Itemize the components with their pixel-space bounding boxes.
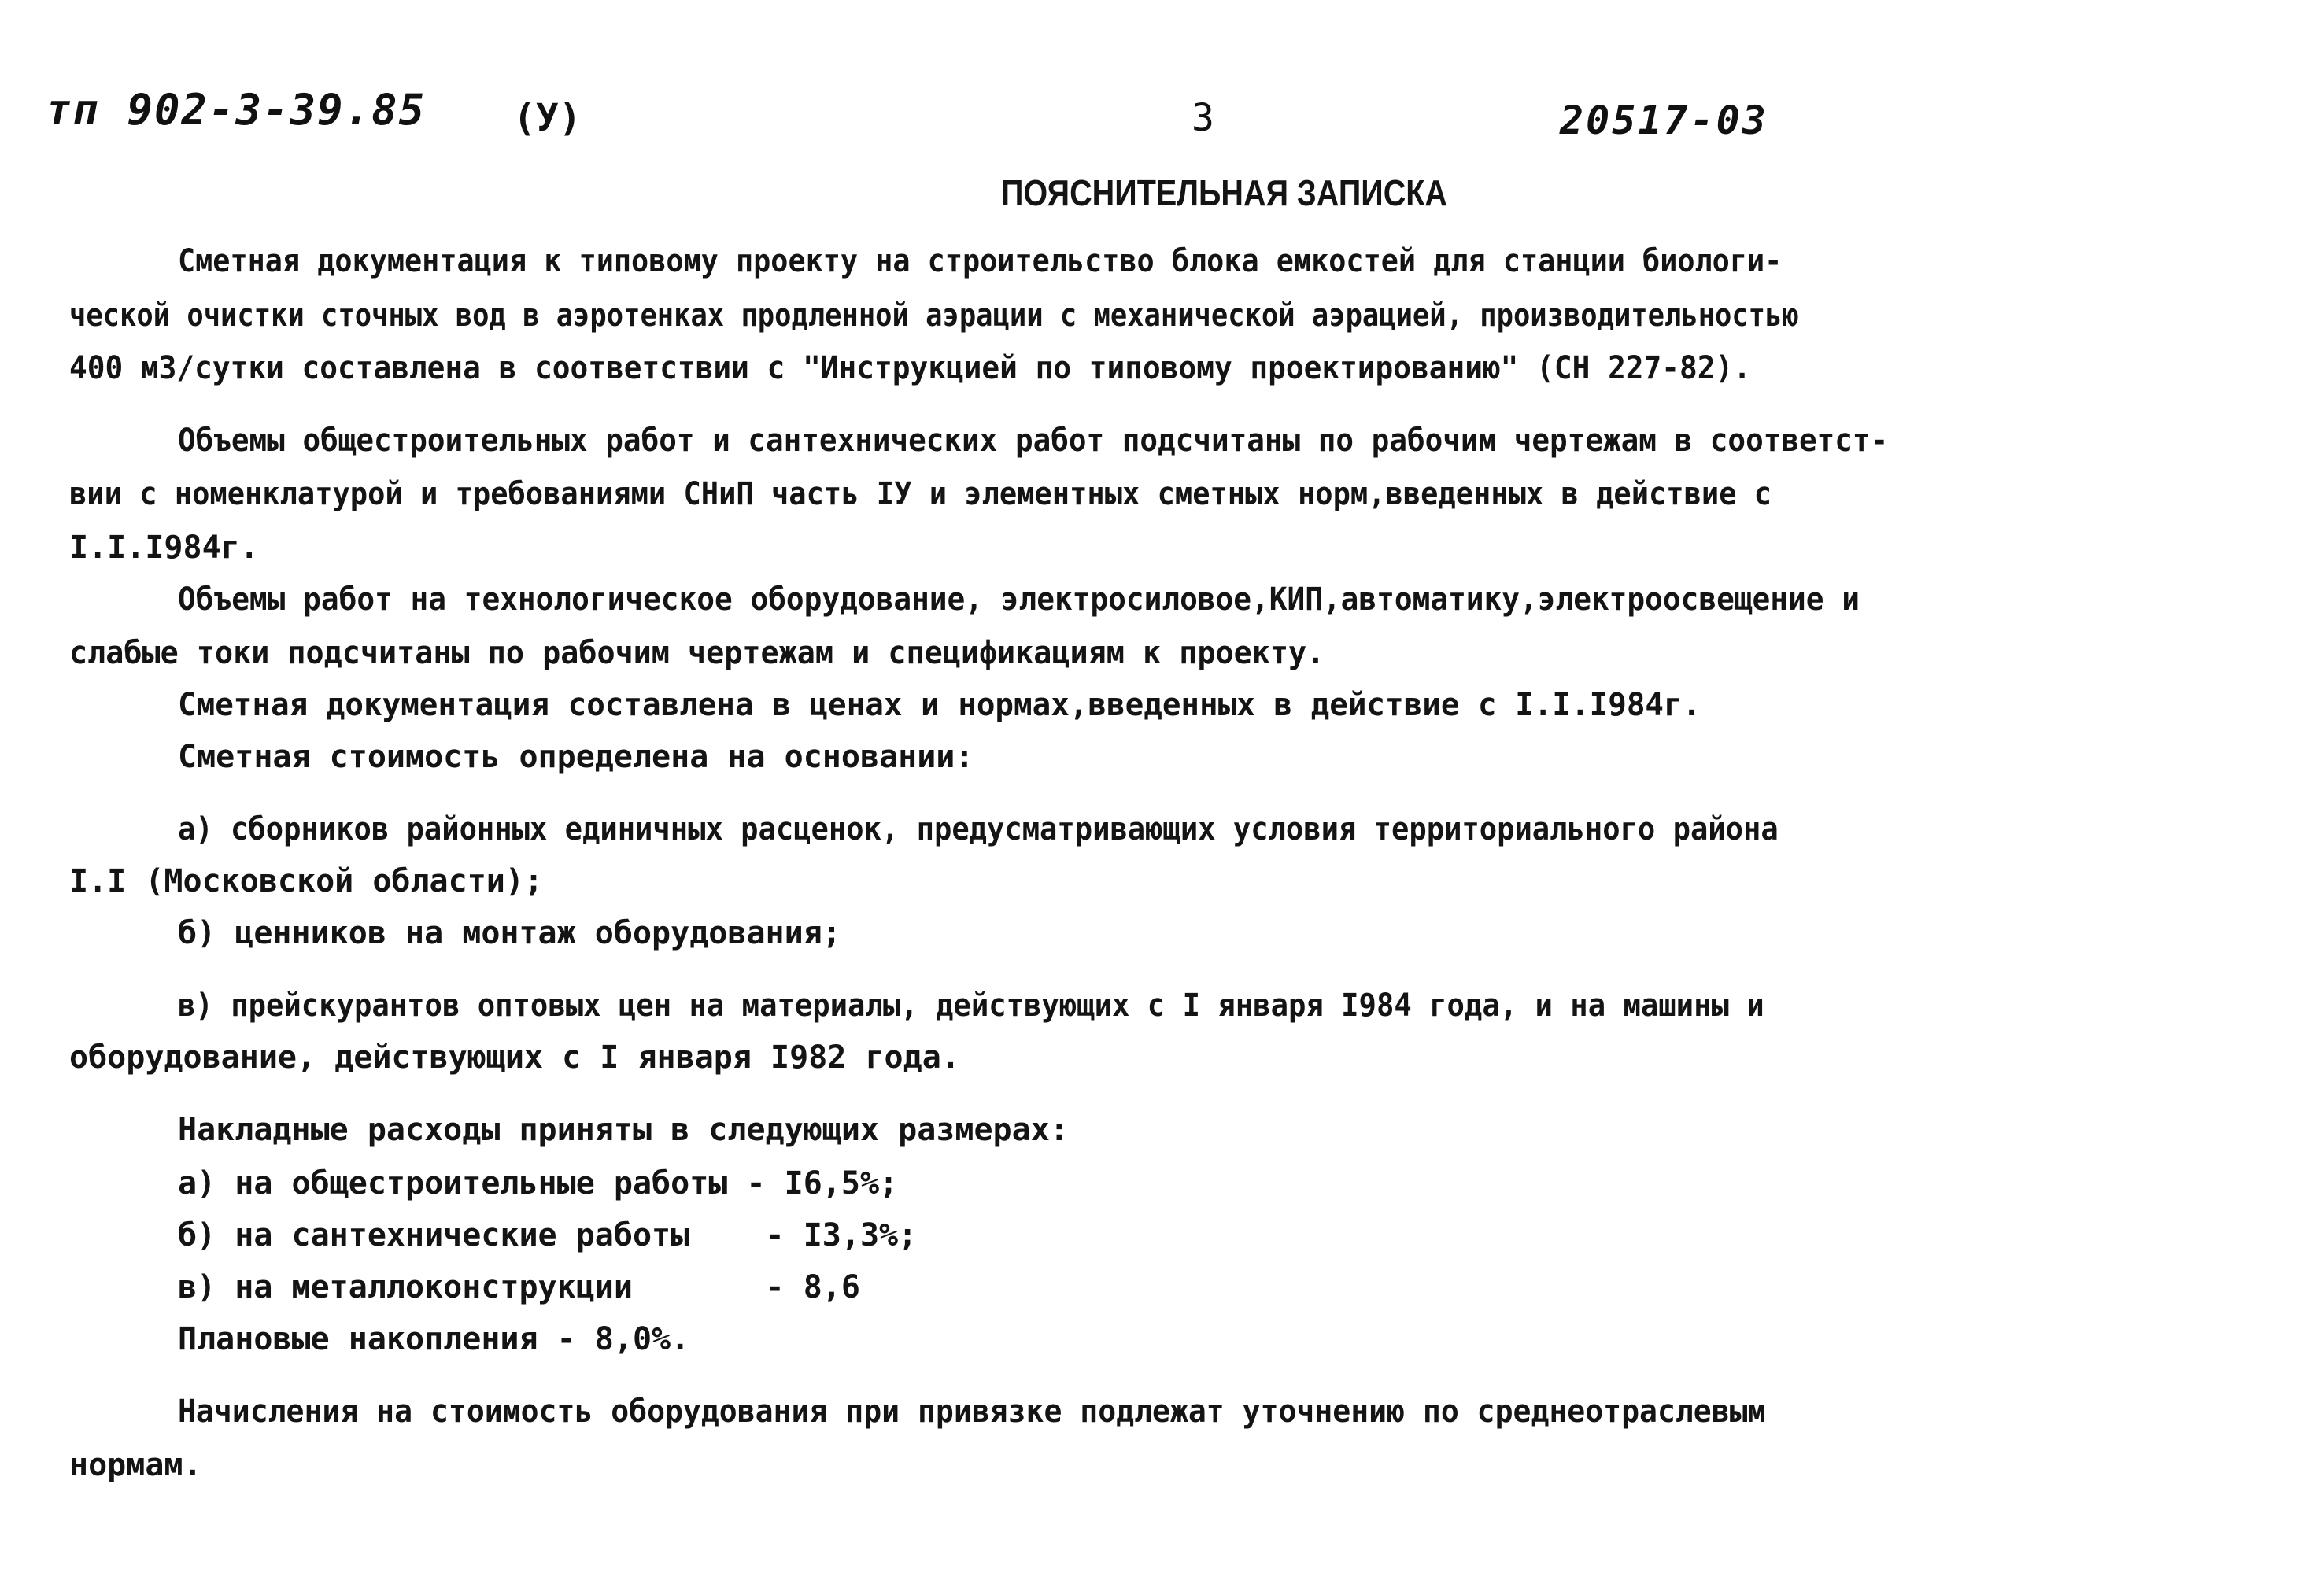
page-title: ПОЯСНИТЕЛЬНАЯ ЗАПИСКА (1001, 172, 1447, 213)
text-line: Объемы общестроительных работ и сантехнических работ подсчитаны по рабочим чертежам в соответст- (178, 423, 1889, 459)
text-line: Начисления на стоимость оборудования при привязке подлежат уточнению по среднеотраслевым (178, 1394, 1766, 1430)
text-line: Плановые накопления - 8,0%. (178, 1321, 690, 1357)
text-line: Накладные расходы приняты в следующих размерах: (178, 1112, 1069, 1148)
text-line: б) на сантехнические работы - I3,3%; (178, 1217, 918, 1253)
text-line: а) сборников районных единичных расценок, предусматривающих условия территориального района (178, 811, 1779, 847)
project-mark: (У) (513, 96, 582, 140)
text-line: б) ценников на монтаж оборудования; (178, 915, 841, 951)
project-code: тп 902-3-39.85 (46, 85, 427, 135)
text-line: в) на металлоконструкции - 8,6 (178, 1269, 860, 1305)
text-line: Объемы работ на технологическое оборудование, электросиловое,КИП,автоматику,электроосвещение и (178, 581, 1860, 618)
text-line: а) на общестроительные работы - I6,5%; (178, 1165, 899, 1202)
text-line: оборудование, действующих с I января I982 года. (69, 1039, 960, 1076)
page-number: 3 (1192, 96, 1214, 140)
text-line: Сметная стоимость определена на основании: (178, 739, 974, 775)
text-line: Сметная документация составлена в ценах и нормах,введенных в действие с I.I.I984г. (178, 687, 1701, 723)
text-line: в) прейскурантов оптовых цен на материалы, действующих с I января I984 года, и на машины и (178, 988, 1764, 1024)
document-number: 20517-03 (1560, 98, 1768, 143)
text-line: 400 м3/сутки составлена в соответствии с "Инструкцией по типовому проектированию" (СН 227-82). (69, 350, 1751, 386)
text-line: нормам. (69, 1447, 202, 1483)
text-line: I.I.I984г. (69, 530, 259, 566)
text-line: I.I (Московской области); (69, 863, 544, 899)
text-line: слабые токи подсчитаны по рабочим чертежам и спецификациям к проекту. (69, 635, 1325, 671)
text-line: вии с номенклатурой и требованиями СНиП часть IУ и элементных сметных норм,введенных в действие с (69, 476, 1772, 512)
text-line: ческой очистки сточных вод в аэротенках продленной аэрации с механической аэрацией, производительностью (69, 297, 1799, 334)
text-line: Сметная документация к типовому проекту на строительство блока емкостей для станции биологи- (178, 243, 1783, 279)
